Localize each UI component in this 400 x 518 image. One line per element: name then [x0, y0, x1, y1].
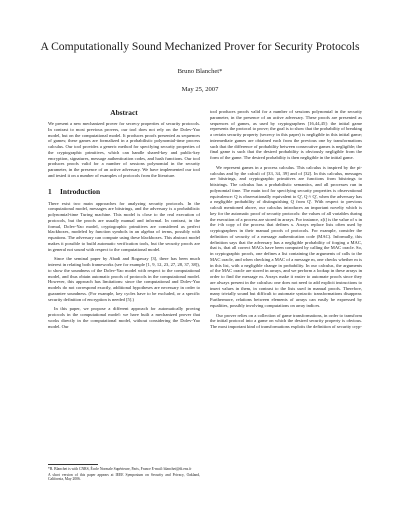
left-column: [48, 108, 200, 508]
date-line: May 25, 2007: [181, 86, 219, 93]
author-line: Bruno Blanchet*: [177, 68, 223, 75]
section-heading-introduction: [48, 187, 200, 196]
abstract-text: We present a new mechanized prover for secrecy properties of security protocols. In contrast to most previous provers, our tool does not rely on the Dolev-Yao model, but on the computational model. It produces proofs presented as sequences of games; these games are formalized in a probabilistic polynomial-time process calculus. Our tool provides a generic method for specifying security properties of the cryptographic primitives, which can handle shared-key and public-key encryption, signatures, message authentication codes, and hash functions. Our tool produces proofs valid for a number of sessions polynomial in the security parameter, in the presence of an active adversary. We have implemented our tool and tested it on a number of examples of protocols from the literature.: [48, 121, 200, 178]
right-paragraph-3: Our prover relies on a collection of game transformations, in order to transform the initial protocol into a game on which the desired security property is obvious. The most important kind of transformations exploits the definition of security cryp-: [210, 312, 362, 329]
section-number: 1: [48, 186, 52, 196]
right-column: [210, 109, 362, 509]
footnote-1: *B. Blanchet is with CNRS, École Normale Supérieure, Paris, France E-mail: blanchet@di.ens.fr: [48, 467, 192, 471]
footnote-rule: [48, 464, 98, 465]
intro-paragraph-2: Since the seminal paper by Abadi and Rogaway [3], there has been much interest in relating both frameworks (see for example [1, 9, 12, 23, 27, 28, 37, 38]), to show the soundness of the Dolev-Yao model with respect to the computational model, and thus obtain automatic proofs of protocols in the computational model. However, this approach has limitations: since the computational and Dolev-Yao models do not correspond exactly, additional hypotheses are necessary in order to guarantee soundness. (For example, key cycles have to be excluded, or a specific security definition of encryption is needed [5].): [48, 256, 200, 302]
intro-paragraph-3: In this paper, we propose a different approach for automatically proving protocols in the computational model: we have built a mechanized prover that works directly in the computational model, without considering the Dolev-Yao model. Our: [48, 306, 200, 329]
intro-paragraph-1: There exist two main approaches for analyzing security protocols. In the computational model, messages are bitstrings, and the adversary is a probabilistic polynomial-time Turing machine. This model is close to the real execution of protocols, but the proofs are usually manual and informal. In contrast, in the formal, Dolev-Yao model, cryptographic primitives are considered as perfect blackboxes, modeled by function symbols in an algebra of terms, possibly with equations. The adversary can compute using these blackboxes. This abstract model makes it possible to build automatic verification tools, but the security proofs are in general not sound with respect to the computational model.: [48, 200, 200, 252]
right-paragraph-1: tool produces proofs valid for a number of sessions polynomial in the security parameter, in the presence of an active adversary. These proofs are presented as sequences of games, as used by cryptographers [16,44,45]: the initial game represents the protocol to prove; the goal is to show that the probability of breaking a certain security property (secrecy in this paper) is negligible in this initial game; intermediate games are obtained each from the previous one by transformations such that the difference of probability between consecutive games is negligible; the final game is such that the desired probability is obviously negligible from the form of the game. The desired probability is then negligible in the initial game.: [210, 109, 362, 160]
abstract-heading: Abstract: [110, 108, 138, 117]
section-title: Introduction: [60, 186, 101, 196]
footnote-2: A short version of this paper appears at IEEE Symposium on Security and Privacy, Oakland, California, May 2006.: [48, 472, 200, 482]
footnotes: [48, 464, 200, 483]
right-paragraph-2: We represent games in a process calculus. This calculus is inspired by the pi-calculus and by the calculi of [33, 34, 39] and of [32]. In this calculus, messages are bitstrings, and cryptographic primitives are functions from bitstrings to bitstrings. The calculus has a probabilistic semantics, and all processes run in polynomial time. The main tool for specifying security properties is observational equivalence: Q is observationally equivalent to Q', Q ≈ Q', when the adversary has a negligible probability of distinguishing Q from Q'. With respect to previous calculi mentioned above, our calculus introduces an important novelty which is key for the automatic proof of security protocols: the values of all variables during the execution of a process are stored in arrays. For instance, x[i] is the value of x in the i-th copy of the process that defines x. Arrays replace lists often used by cryptographers in their manual proofs of protocols. For example, consider the definition of security of a message authentication code (MAC). Informally, this definition says that the adversary has a negligible probability of forging a MAC, that is, that all correct MACs have been computed by calling the MAC oracle. So, in cryptographic proofs, one defines a list containing the arguments of calls to the MAC oracle, and when checking a MAC of a message m, one checks whether m is in this list, with a negligible change in probability. In our calculus, the arguments of the MAC oracle are stored in arrays, and we perform a lookup in these arrays in order to find the message m. Arrays make it easier to automate proofs since they are always present in the calculus: one does not need to add explicit instructions to insert values in them, in contrast to the lists used in manual proofs. Therefore, many trivially sound but difficult to automate syntactic transformations disappear. Furthermore, relations between elements of arrays can easily be expressed by equalities, possibly involving computations on array indices.: [210, 164, 362, 308]
paper-title: A Computationally Sound Mechanized Prover for Security Protocols: [40, 40, 360, 53]
